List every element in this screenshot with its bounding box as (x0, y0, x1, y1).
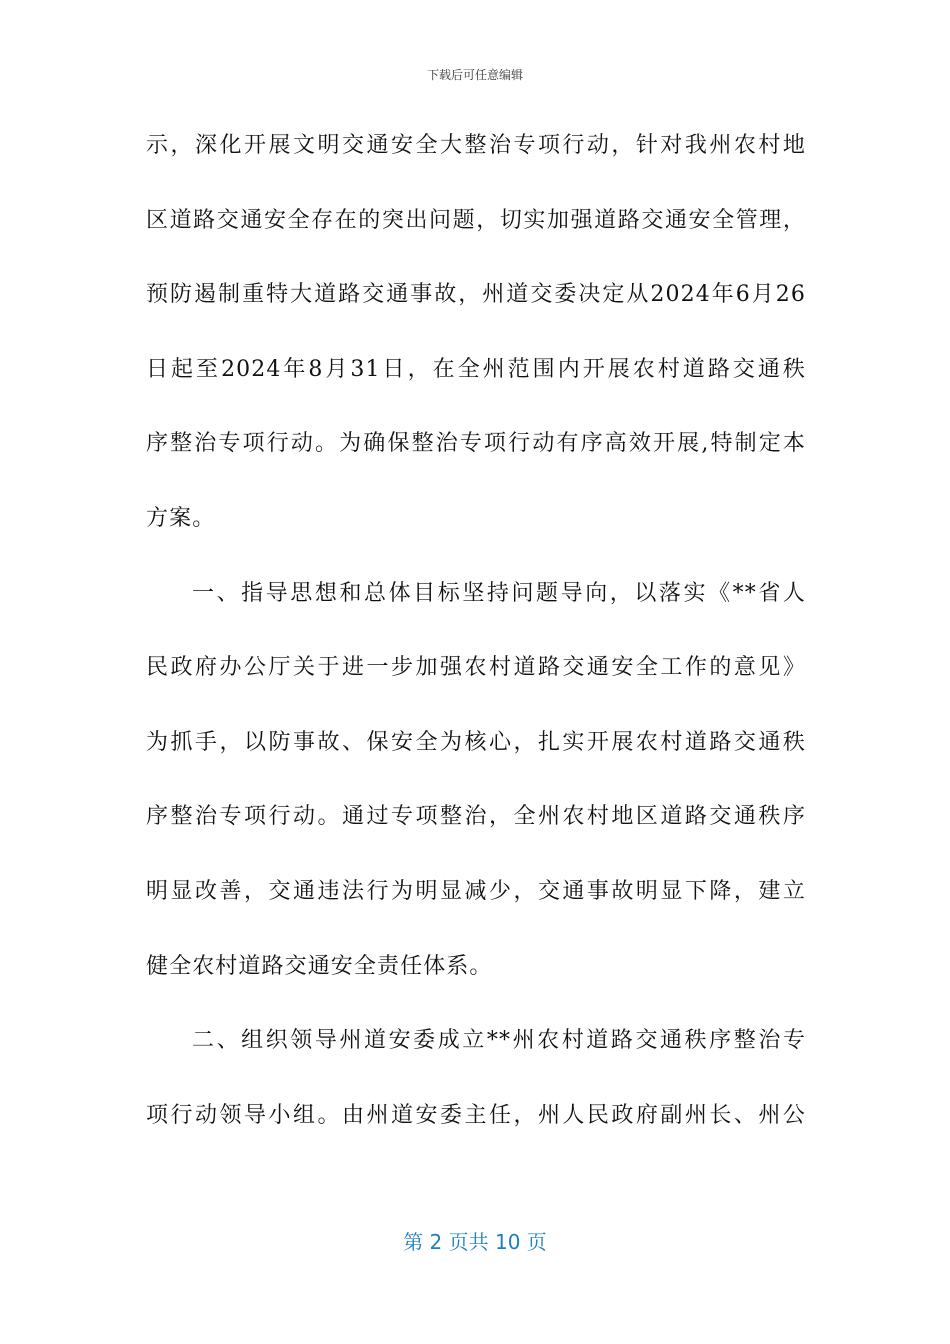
paragraph-line: 区道路交通安全存在的突出问题，切实加强道路交通安全管理， (146, 207, 806, 233)
paragraph-line: 序整治专项行动。为确保整治专项行动有序高效开展,特制定本 (146, 431, 806, 457)
paragraph-line: 预防遏制重特大道路交通事故，州道交委决定从2024年6月26 (146, 282, 806, 308)
paragraph-line: 为抓手，以防事故、保安全为核心，扎实开展农村道路交通秩 (146, 729, 806, 755)
page-number-footer: 第 2 页共 10 页 (403, 1230, 547, 1254)
paragraph-line: 健全农村道路交通安全责任体系。 (146, 953, 493, 979)
paragraph-line: 明显改善，交通违法行为明显减少，交通事故明显下降，建立 (146, 878, 806, 904)
section-heading-line: 一、指导思想和总体目标坚持问题导向，以落实《**省人 (192, 580, 806, 606)
page-header: 下载后可任意编辑 (426, 68, 523, 82)
paragraph-line: 项行动领导小组。由州道安委主任，州人民政府副州长、州公 (146, 1102, 806, 1128)
document-body (146, 122, 806, 1166)
section-heading-line: 二、组织领导州道安委成立**州农村道路交通秩序整治专 (192, 1028, 806, 1054)
paragraph-line: 方案。 (146, 505, 216, 531)
paragraph-line: 示，深化开展文明交通安全大整治专项行动，针对我州农村地 (146, 133, 806, 158)
paragraph-line: 民政府办公厅关于进一步加强农村道路交通安全工作的意见》 (146, 655, 806, 681)
paragraph-line: 序整治专项行动。通过专项整治，全州农村地区道路交通秩序 (146, 804, 806, 830)
paragraph-line: 日起至2024年8月31日，在全州范围内开展农村道路交通秩 (146, 356, 806, 382)
